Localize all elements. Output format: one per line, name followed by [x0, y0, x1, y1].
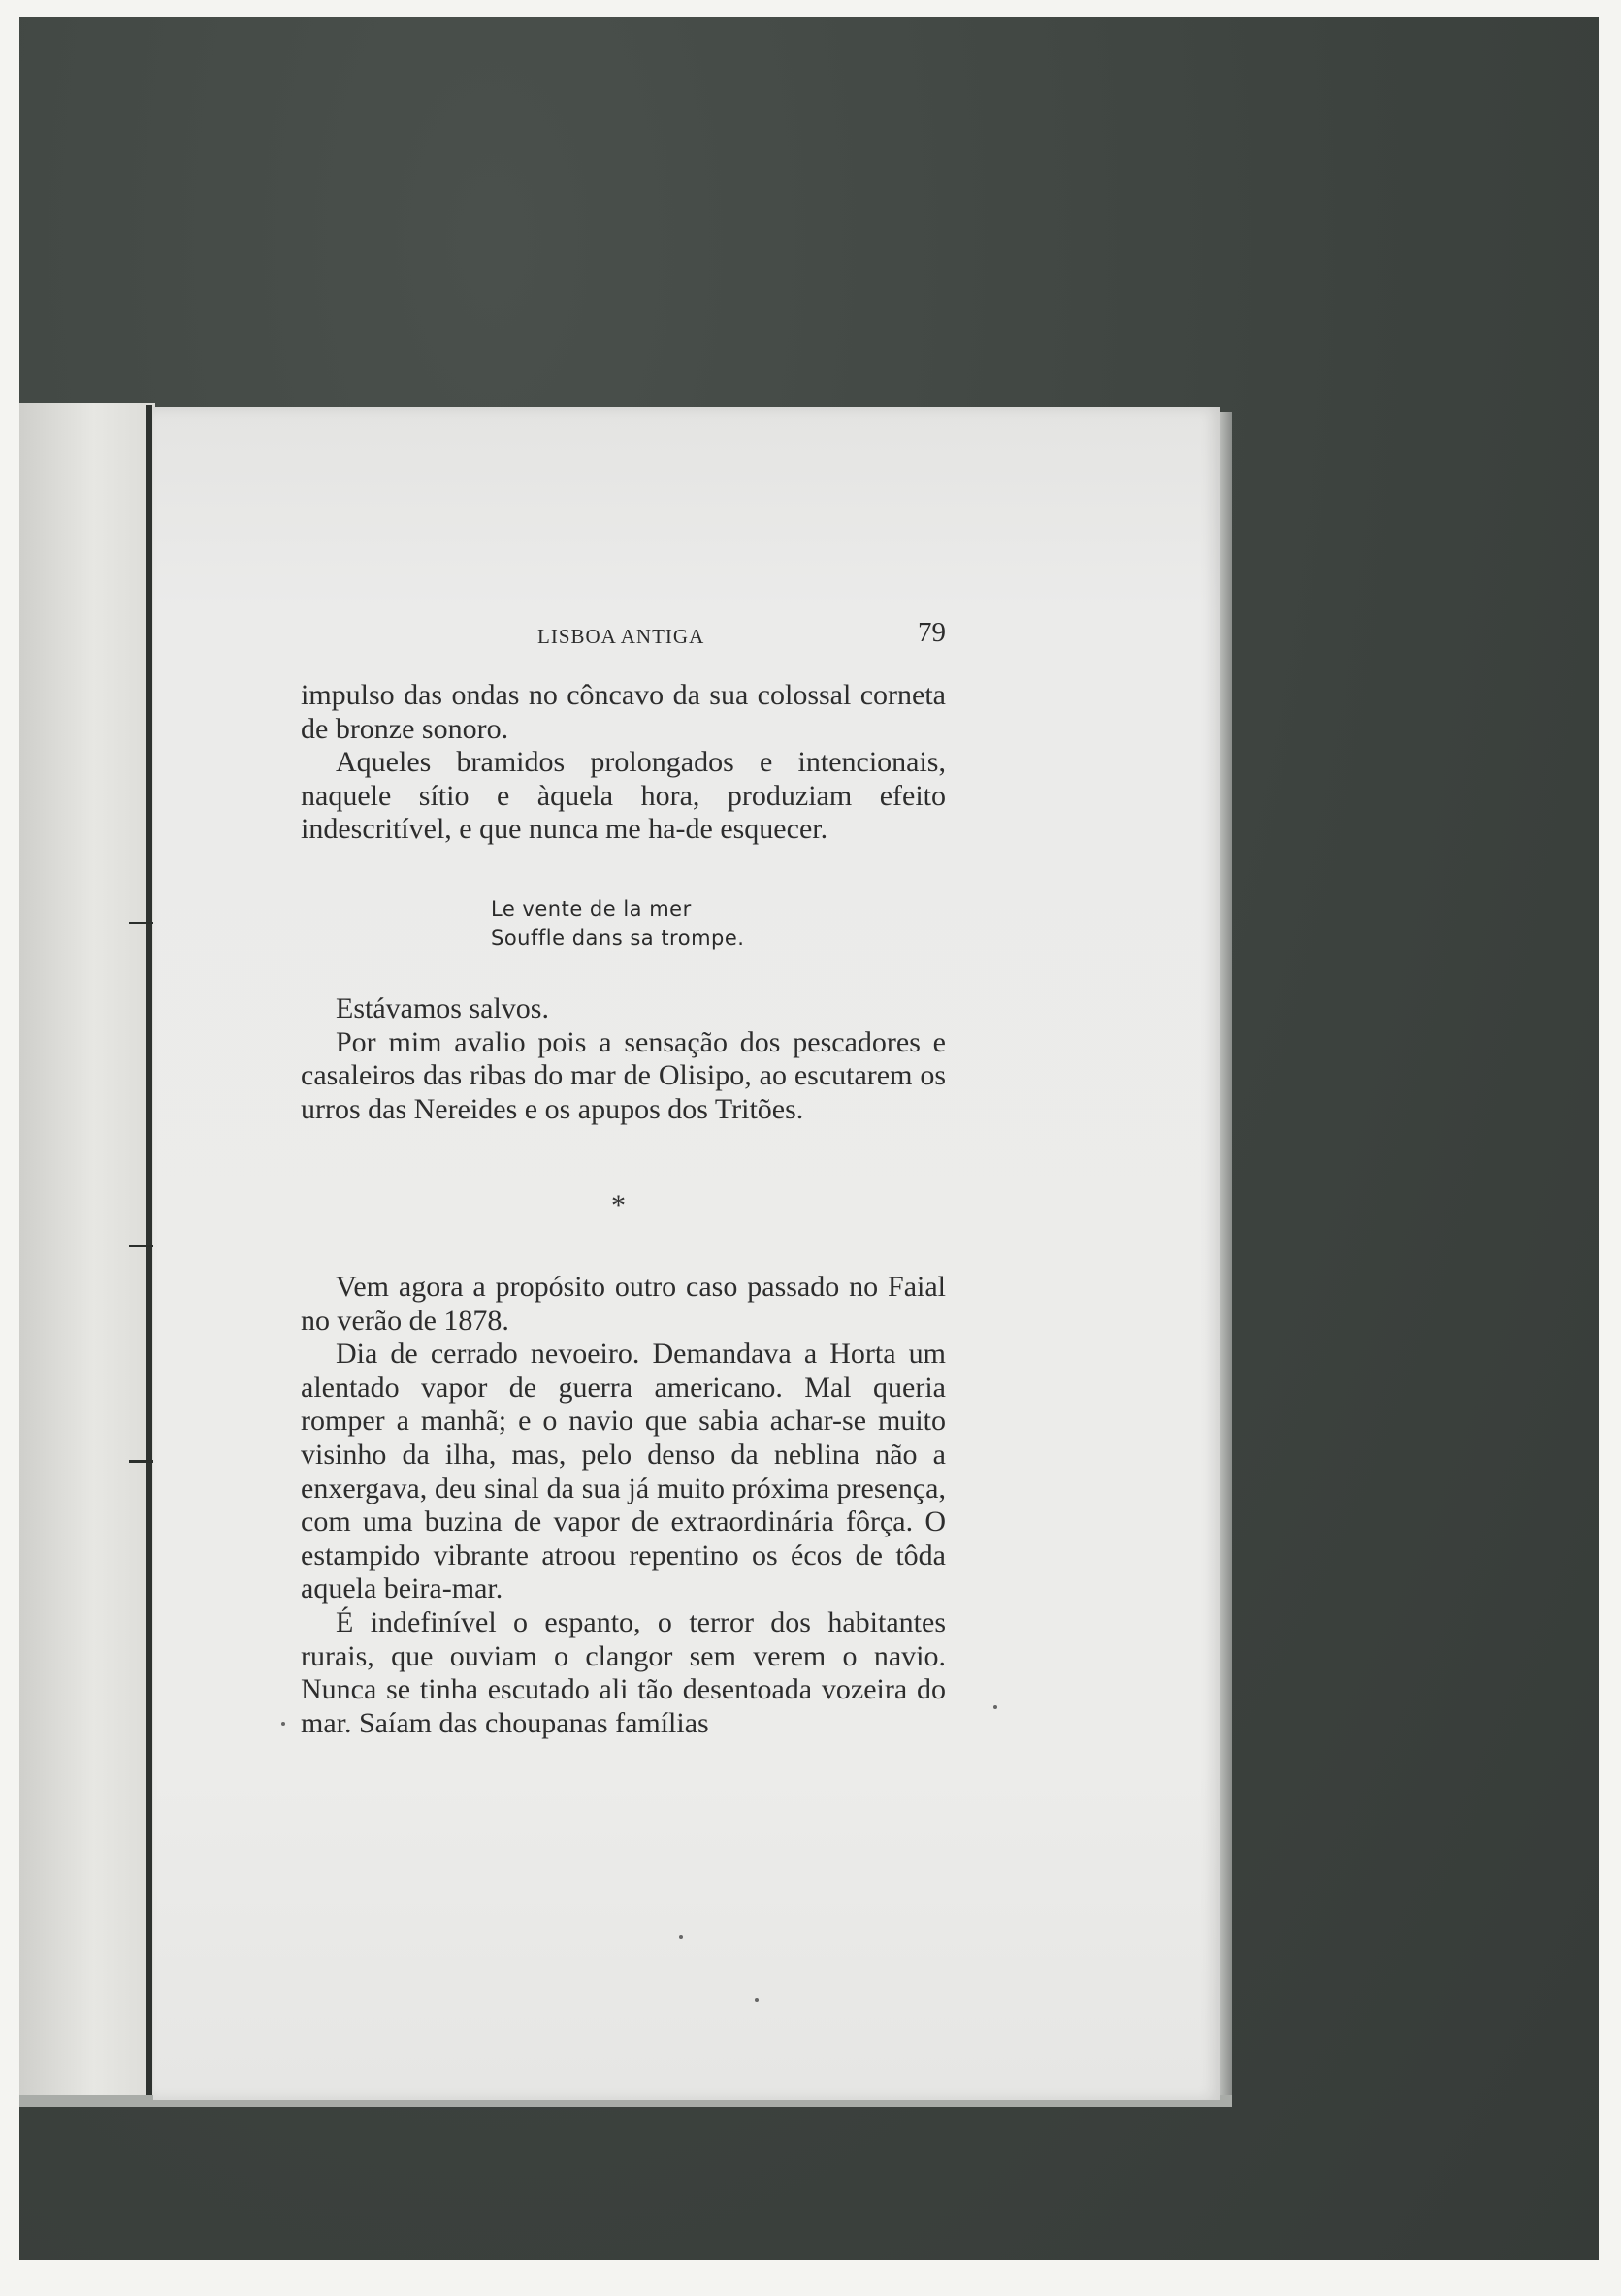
- speck: [679, 1935, 683, 1939]
- running-title: LISBOA ANTIGA: [537, 625, 705, 648]
- paragraph: Vem agora a propósito outro caso passado no Faial no verão de 1878.: [301, 1271, 946, 1337]
- book-spine: [146, 405, 152, 2095]
- paragraph: É indefinível o espanto, o terror dos habitantes rurais, que ouviam o clangor sem verem o navio. Nunca se tinha escutado ali tão desentoada vozeira do mar. Saíam das choupanas famílias: [301, 1605, 946, 1739]
- text-block-middle: [301, 992, 946, 1126]
- speck: [281, 1722, 285, 1726]
- paragraph: Aqueles bramidos prolongados e intencionais, naquele sítio e àquela hora, produziam efeito indescritível, e que nunca me ha-de esquecer.: [301, 746, 946, 846]
- paragraph: impulso das ondas no côncavo da sua colossal corneta de bronze sonoro.: [301, 679, 946, 745]
- text-block-bottom: [301, 1271, 946, 1740]
- book-page: [153, 407, 1220, 2100]
- speck: [993, 1705, 997, 1709]
- verse-quote: [491, 894, 744, 953]
- paragraph: Estávamos salvos.: [336, 992, 549, 1024]
- verse-line: Souffle dans sa trompe.: [491, 926, 745, 950]
- speck: [755, 1998, 759, 2002]
- section-separator: *: [611, 1189, 626, 1221]
- running-head: [301, 617, 946, 656]
- verse-line: Le vente de la mer: [491, 897, 692, 921]
- paragraph: Dia de cerrado nevoeiro. Demandava a Horta um alentado vapor de guerra americano. Mal queria romper a manhã; e o navio que sabia achar-se muito visinho da ilha, mas, pelo denso da neblina não a enxergava, deu sinal da sua já muito próxima presença, com uma buzina de vapor de extraordinária fôrça. O estampido vibrante atroou repentino os écos de tôda aquela beira-mar.: [301, 1338, 946, 1605]
- text-block-top: [301, 679, 946, 847]
- paragraph: Por mim avalio pois a sensação dos pescadores e casaleiros das ribas do mar de Olisipo, ao escutarem os urros das Nereides e os apupos dos Tritões.: [301, 1025, 946, 1125]
- page-number: 79: [918, 617, 946, 648]
- facing-page-edge: [19, 403, 155, 2095]
